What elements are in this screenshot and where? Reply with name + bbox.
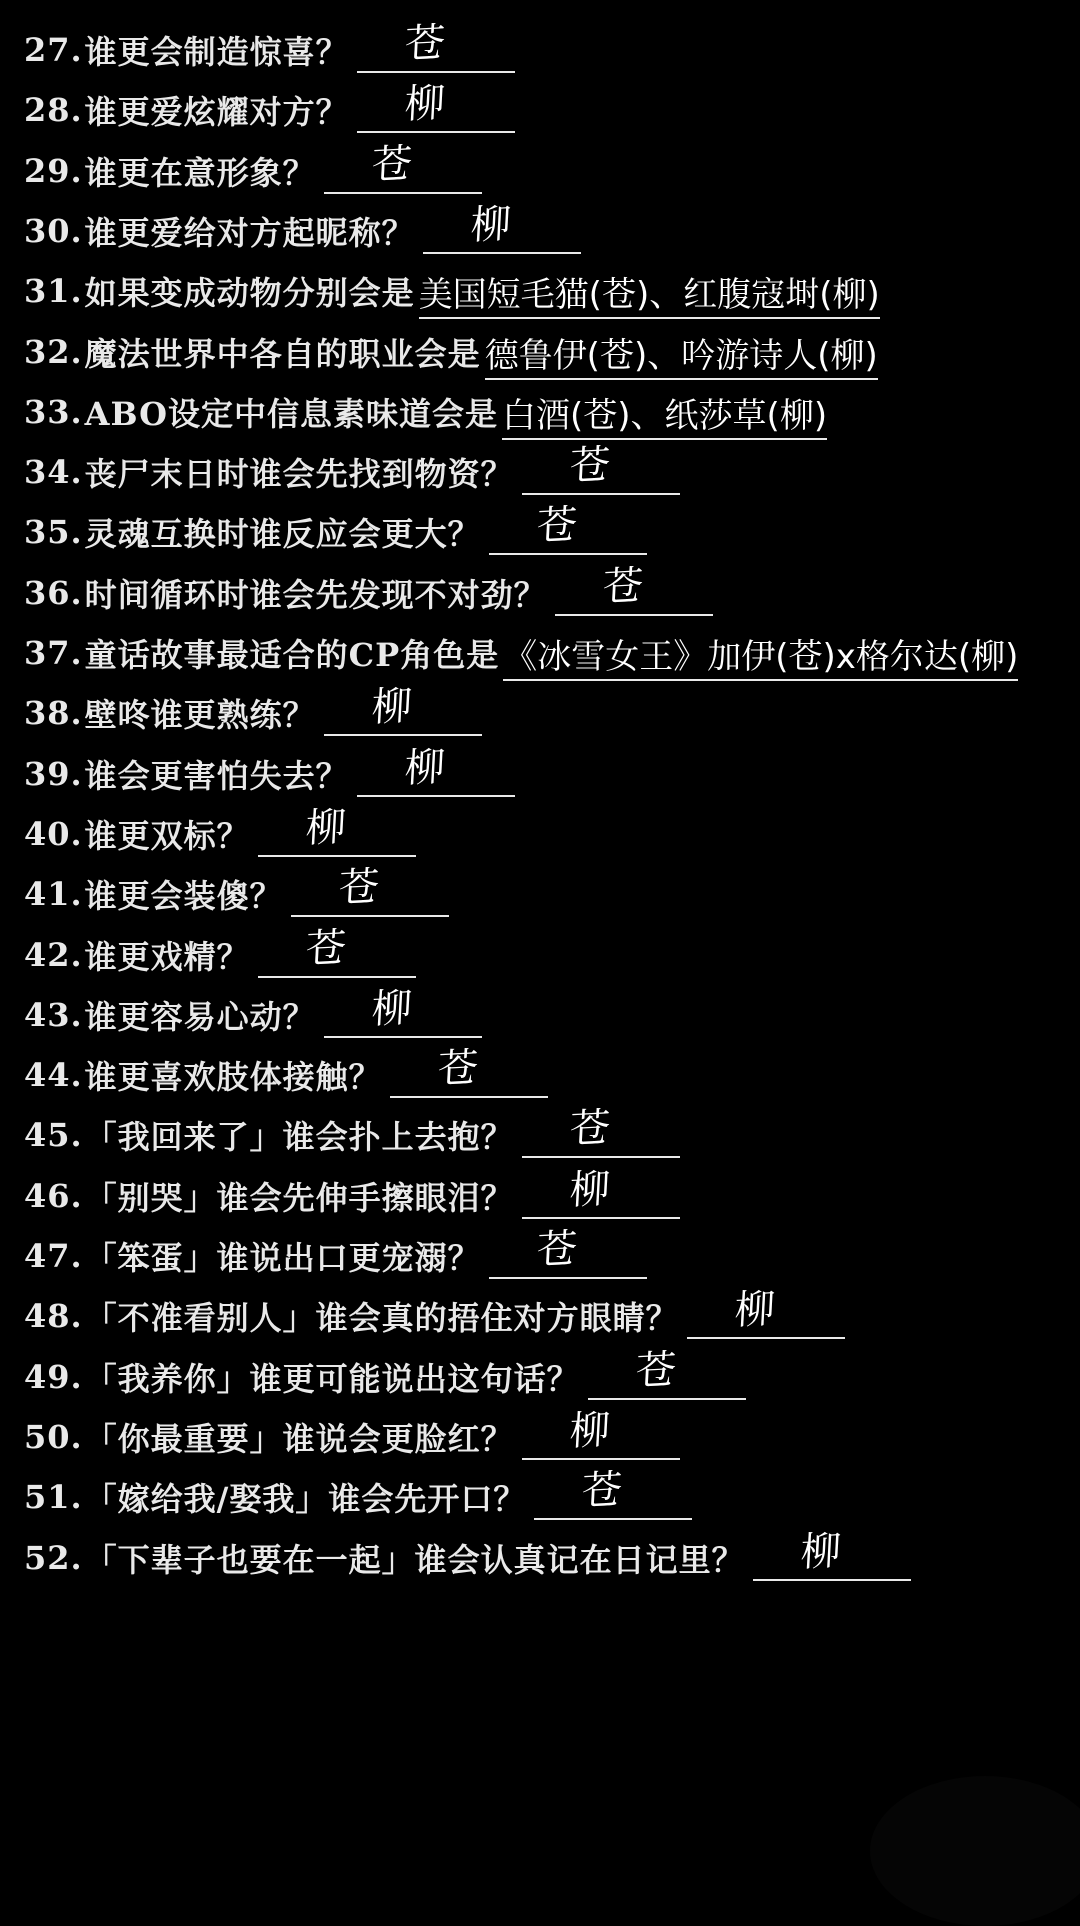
question-text: 「笨蛋」谁说出口更宠溺？ <box>84 1239 481 1277</box>
answer-blank <box>522 442 680 495</box>
question-number: 47. <box>24 1237 83 1275</box>
question-number: 36. <box>24 573 83 612</box>
question-row <box>24 1347 746 1407</box>
question-text: 「别哭」谁会先伸手擦眼泪？ <box>84 1178 514 1217</box>
handwritten-answer: 白酒(苍)、纸莎草(柳) <box>502 396 827 440</box>
question-number: 27. <box>24 31 83 69</box>
question-text: 「嫁给我/娶我」谁会先开口？ <box>84 1480 527 1519</box>
handwritten-answer: 柳 <box>568 1165 612 1214</box>
handwritten-answer: 苍 <box>568 442 612 491</box>
answer-blank <box>522 1105 680 1158</box>
question-row <box>24 1467 692 1527</box>
question-number: 49. <box>24 1357 83 1396</box>
handwritten-answer: 苍 <box>568 1105 612 1154</box>
handwritten-answer: 《冰雪女王》加伊(苍)x格尔达(柳) <box>503 637 1018 681</box>
question-text: 谁更会装傻？ <box>84 877 283 916</box>
answer-blank <box>357 743 515 797</box>
handwritten-answer: 苍 <box>634 1346 678 1395</box>
question-number: 38. <box>24 694 83 733</box>
question-number: 39. <box>24 754 83 793</box>
answer-blank <box>324 683 482 736</box>
answer-blank <box>418 269 880 316</box>
question-text: 谁更会制造惊喜？ <box>84 33 349 71</box>
question-number: 51. <box>24 1478 83 1517</box>
question-text: 时间循环时谁会先发现不对劲？ <box>84 575 547 614</box>
question-row <box>24 322 878 382</box>
question-text: 「我养你」谁更可能说出这句话？ <box>84 1359 580 1398</box>
question-number: 52. <box>24 1538 83 1577</box>
question-number: 37. <box>24 634 83 672</box>
question-number: 31. <box>24 272 83 311</box>
question-text: 壁咚谁更熟练？ <box>84 696 316 735</box>
question-row <box>24 1045 548 1105</box>
question-row <box>24 141 482 201</box>
question-row <box>24 1528 911 1588</box>
question-text: 「你最重要」谁说会更脸红？ <box>84 1419 514 1458</box>
handwritten-answer: 苍 <box>304 924 348 973</box>
question-number: 32. <box>24 332 83 371</box>
question-text: 谁更爱炫耀对方？ <box>84 93 349 132</box>
answer-blank <box>687 1286 845 1339</box>
question-number: 48. <box>24 1297 83 1336</box>
answer-blank <box>503 631 1018 675</box>
question-row <box>24 804 416 864</box>
question-row <box>24 201 581 261</box>
handwritten-answer: 苍 <box>436 1045 480 1094</box>
question-number: 30. <box>24 211 83 250</box>
answer-blank <box>423 200 581 254</box>
question-text: 谁更在意形象？ <box>84 153 316 192</box>
question-text: 谁更戏精？ <box>84 937 250 976</box>
answer-blank <box>502 390 827 434</box>
question-text: 「下辈子也要在一起」谁会认真记在日记里？ <box>84 1540 745 1579</box>
dark-corner-shape <box>870 1776 1080 1926</box>
question-row <box>24 925 416 985</box>
question-row <box>24 382 827 442</box>
question-text: 谁更爱给对方起昵称？ <box>84 213 415 252</box>
question-number: 28. <box>24 91 83 130</box>
question-text: 童话故事最适合的CP角色是 <box>84 636 500 674</box>
answer-blank <box>588 1346 746 1400</box>
question-text: 谁更喜欢肢体接触？ <box>84 1058 382 1097</box>
question-row <box>24 502 647 562</box>
question-row <box>24 623 1018 683</box>
handwritten-answer: 柳 <box>370 984 414 1033</box>
question-row <box>24 80 515 140</box>
handwritten-answer: 苍 <box>403 19 447 69</box>
handwritten-answer: 美国短毛猫(苍)、红腹寇埘(柳) <box>419 275 880 319</box>
answer-blank <box>489 502 647 555</box>
question-row <box>24 261 880 321</box>
question-row <box>24 864 449 924</box>
question-row <box>24 1105 680 1165</box>
question-row <box>24 683 482 743</box>
answer-blank <box>534 1467 692 1520</box>
answer-blank <box>357 19 515 73</box>
question-text: 丧尸末日时谁会先找到物资？ <box>84 455 514 494</box>
handwritten-answer: 柳 <box>304 803 348 852</box>
question-number: 41. <box>24 875 83 914</box>
question-number: 42. <box>24 935 83 974</box>
question-row <box>24 1286 845 1346</box>
question-text: 谁会更害怕失去？ <box>84 756 349 795</box>
answer-blank <box>485 330 878 374</box>
question-text: 谁更双标？ <box>84 816 250 855</box>
question-text: ABO设定中信息素味道会是 <box>84 394 499 433</box>
question-number: 43. <box>24 995 83 1034</box>
handwritten-answer: 柳 <box>403 80 447 129</box>
answer-blank <box>522 1406 680 1460</box>
handwritten-answer: 苍 <box>580 1467 625 1516</box>
handwritten-answer: 苍 <box>535 1225 579 1275</box>
handwritten-answer: 柳 <box>370 683 414 732</box>
question-row <box>24 442 680 502</box>
handwritten-answer: 苍 <box>370 140 414 189</box>
handwritten-answer: 柳 <box>568 1406 612 1455</box>
question-number: 29. <box>24 151 83 190</box>
answer-blank <box>489 1225 647 1279</box>
handwritten-answer: 德鲁伊(苍)、吟游诗人(柳) <box>485 336 878 380</box>
answer-blank <box>753 1527 911 1581</box>
question-number: 50. <box>24 1417 83 1456</box>
question-row <box>24 985 482 1045</box>
answer-blank <box>324 140 482 194</box>
question-number: 34. <box>24 453 83 492</box>
question-row <box>24 563 713 623</box>
question-row <box>24 1407 680 1467</box>
question-text: 「不准看别人」谁会真的捂住对方眼睛？ <box>84 1299 679 1338</box>
answer-blank <box>258 803 416 857</box>
question-row <box>24 744 515 804</box>
question-number: 35. <box>24 513 83 552</box>
question-number: 46. <box>24 1176 83 1215</box>
handwritten-answer: 柳 <box>403 743 447 792</box>
answer-blank <box>258 924 416 978</box>
question-number: 40. <box>24 814 83 853</box>
handwritten-answer: 苍 <box>601 562 645 611</box>
handwritten-answer: 柳 <box>799 1527 843 1576</box>
handwritten-answer: 苍 <box>535 502 579 551</box>
question-row <box>24 1226 647 1286</box>
handwritten-answer: 柳 <box>733 1286 777 1335</box>
handwritten-answer: 苍 <box>337 864 381 913</box>
question-text: 「我回来了」谁会扑上去抱？ <box>84 1118 514 1157</box>
question-text: 魔法世界中各自的职业会是 <box>84 334 481 373</box>
question-row <box>24 1166 680 1226</box>
question-number: 44. <box>24 1056 83 1095</box>
answer-blank <box>324 984 482 1038</box>
question-number: 33. <box>24 392 83 431</box>
answer-blank <box>555 562 713 616</box>
question-number: 45. <box>24 1116 83 1155</box>
answer-blank <box>357 80 515 133</box>
answer-blank <box>291 864 449 917</box>
question-text: 谁更容易心动？ <box>84 997 316 1036</box>
question-text: 如果变成动物分别会是 <box>84 274 415 313</box>
answer-blank <box>522 1165 680 1219</box>
question-text: 灵魂互换时谁反应会更大？ <box>84 515 481 554</box>
answer-blank <box>390 1045 548 1098</box>
handwritten-answer: 柳 <box>469 200 513 249</box>
